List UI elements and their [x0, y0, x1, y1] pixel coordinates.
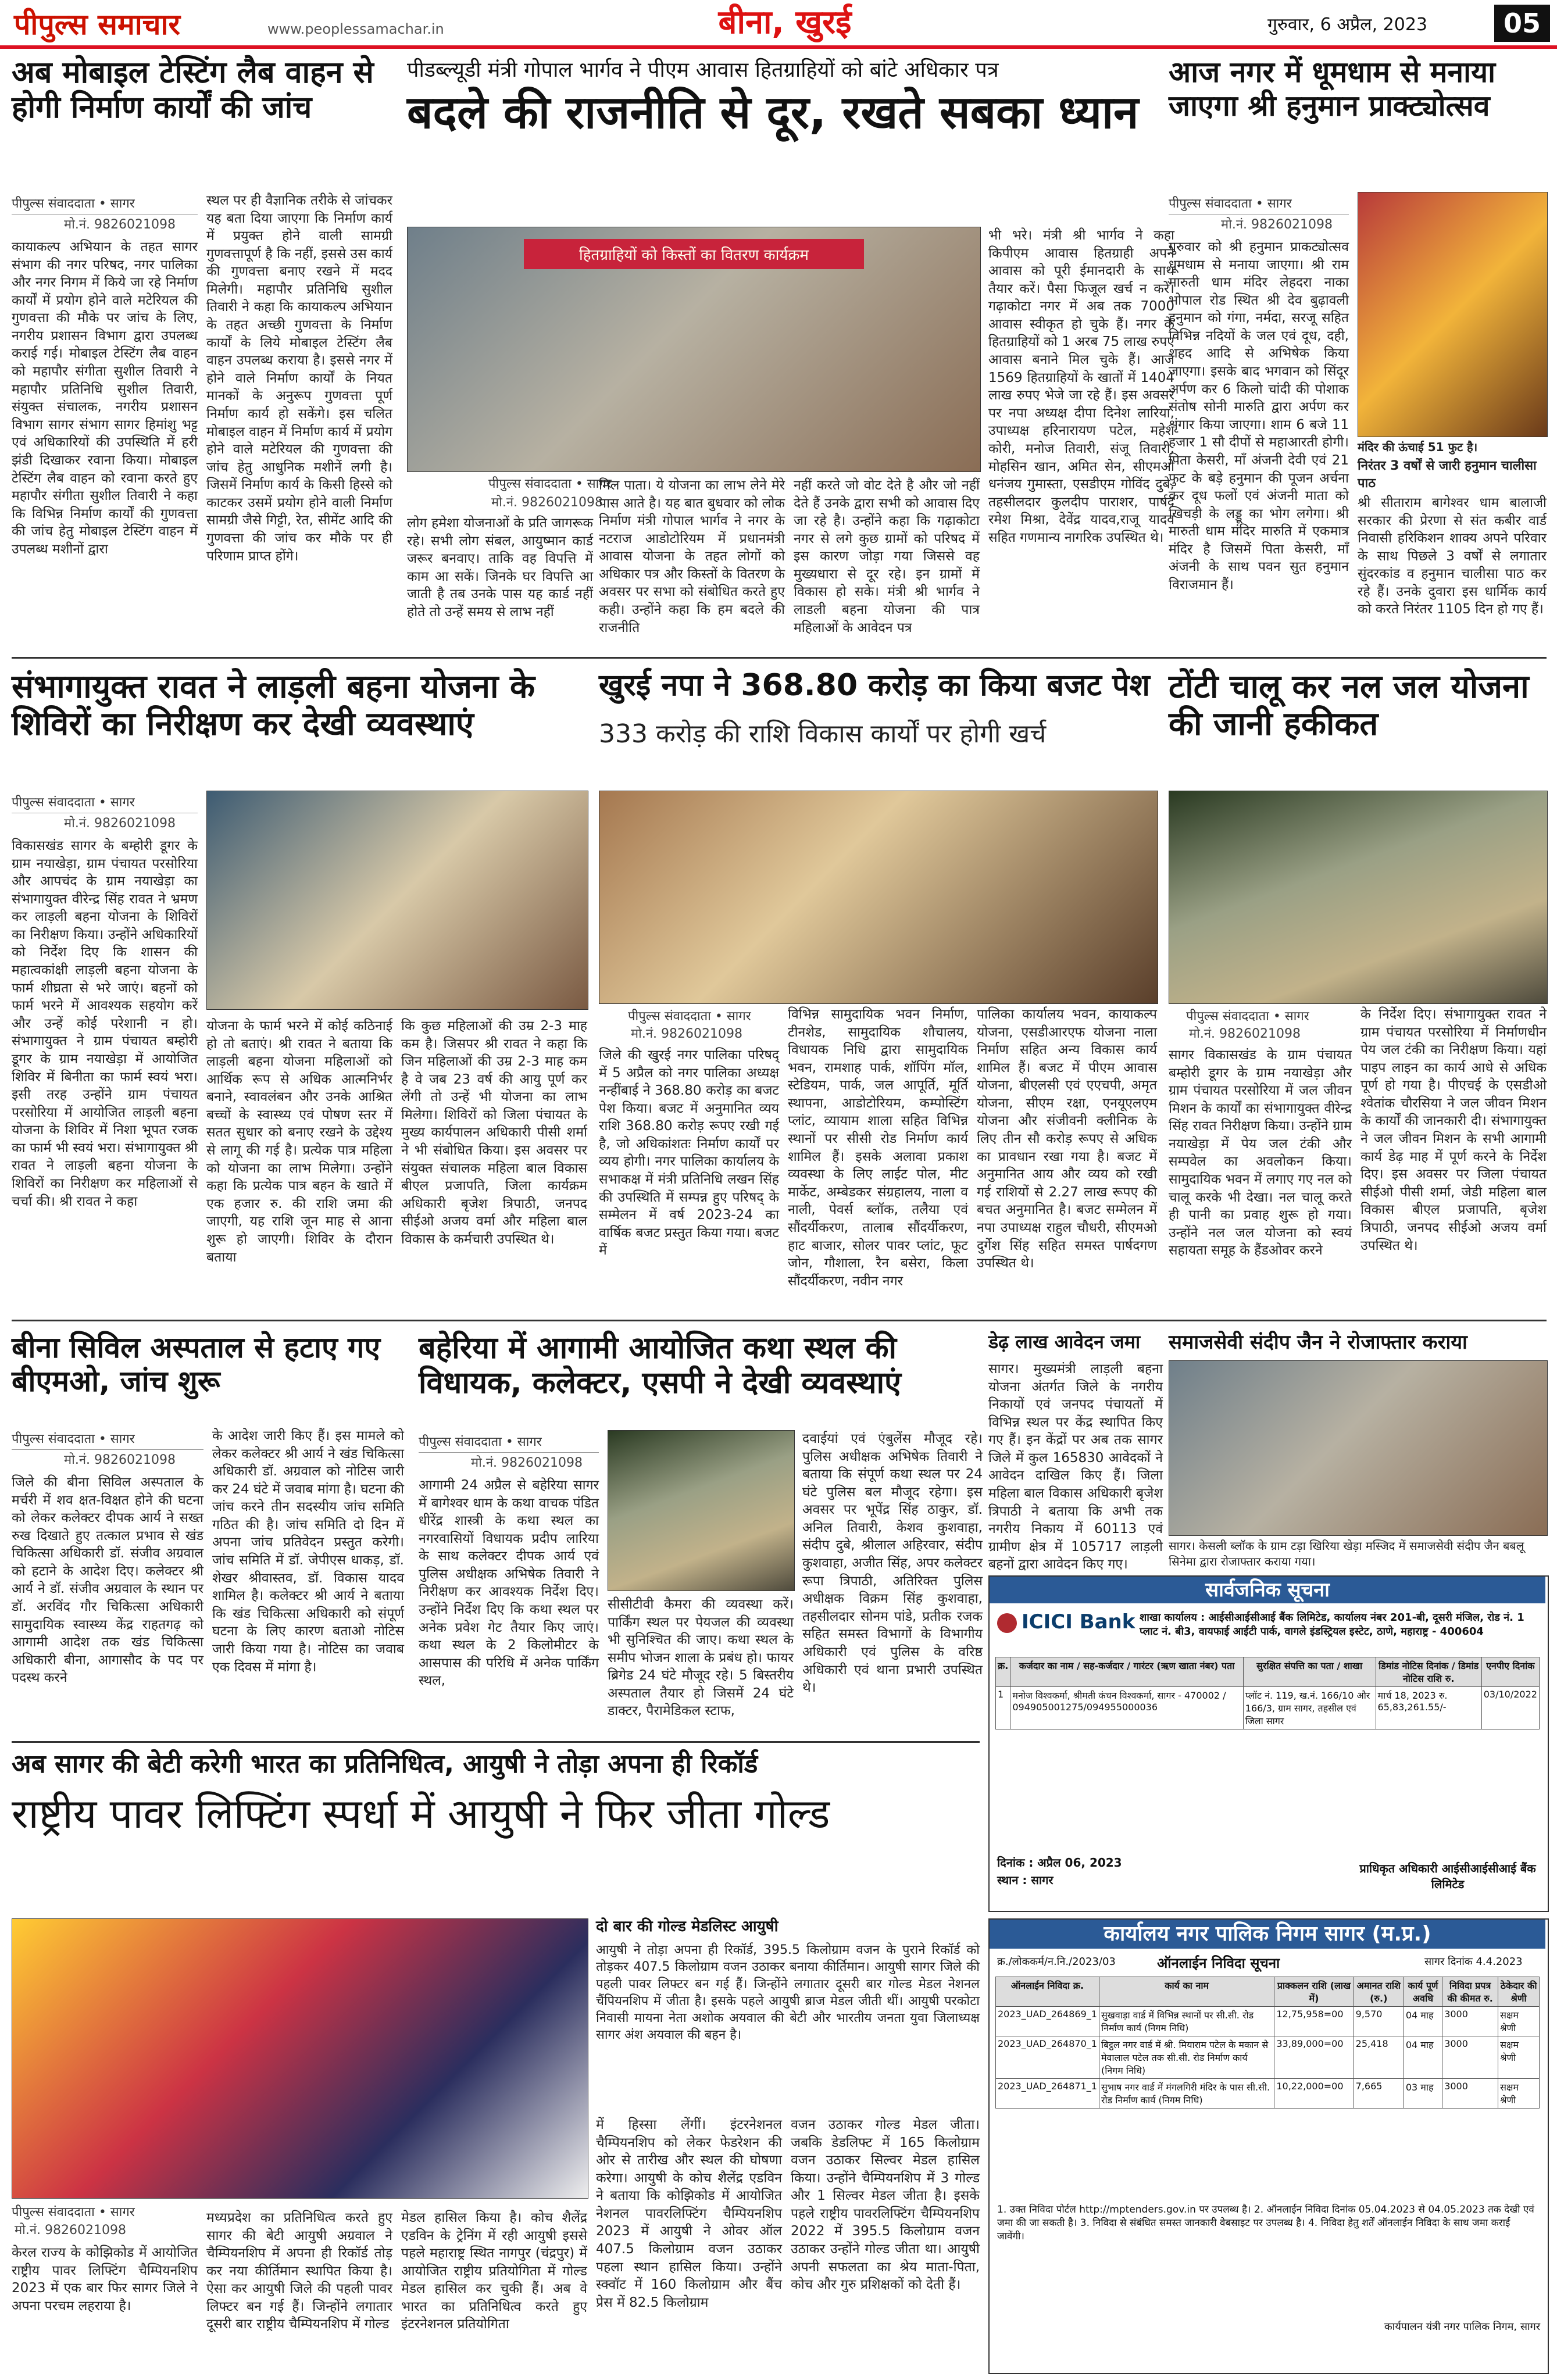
- story-applications-body: सागर। मुख्यमंत्री लाड़ली बहना योजना अंतर्गत जिले के नगरीय निकायों एवं जनपद पंचायतों में विभिन्न स्थल पर केंद्र स्थापित किए गए हैं। इन केंद्रों पर अब तक सागर जिले में कुल 165830 आवेदकों ने आवेदन दाखिल किए हैं। जिला महिला बाल विकास अधिकारी बृजेश त्रिपाठी ने बताया कि अभी तक नगरीय निकाय में 60113 एवं ग्रामीण क्षेत्र में 105717 लाड़ली बहनों द्वारा आवेदन किए गए।: [988, 1361, 1163, 1573]
- table-cell: सुभाष नगर वार्ड में मंगलगिरी मंदिर के पास सी.सी. रोड निर्माण कार्य (निगम निधि): [1099, 2079, 1274, 2109]
- byline: पीपुल्स संवाददाता • सागर: [1169, 192, 1349, 215]
- table-cell: 04 माह: [1404, 2036, 1442, 2079]
- website-url[interactable]: www.peoplessamachar.in: [267, 21, 444, 37]
- story-katha-col2: सीसीटीवी कैमरा की व्यवस्था करें। पार्किंग स्थल पर पेयजल की व्यवस्था भी सुनिश्चित की जाए। कथा स्थल के समीप भोजन शाला के प्रबंध हो। फायर ब्रिगेड 24 घंटे मौजूद रहे। 5 बिस्तरीय अस्पताल तैयार हो जिसमें 24 घंटे डाक्टर, पैरामेडिकल स्टाफ,: [608, 1597, 794, 1719]
- story-awas-col1: लोग हमेशा योजनाओं के प्रति जागरूक रहे। सभी लोग संबल, आयुष्मान कार्ड जरूर बनवाए। ताकि वह विपत्ति में काम आ सकें। जिनके घर विपत्ति आ जाती है तब उनके पास यह कार्ड नहीं होते तो उन्हें समय से लाभ नहीं: [407, 516, 593, 620]
- table-cell: 2023_UAD_264869_1: [996, 2007, 1099, 2036]
- story-budget-headline: खुरई नपा ने 368.80 करोड़ का किया बजट पेश: [599, 668, 1150, 703]
- ayushi-side-head: दो बार की गोल्ड मेडलिस्ट आयुषी: [596, 1918, 779, 1935]
- table-header-cell: ऑनलाईन निविदा क्र.: [996, 1977, 1099, 2007]
- bank-office-address: शाखा कार्यालय : आईसीआईसीआई बैंक लिमिटेड, कार्यालय नंबर 201-बी, दूसरी मंजिल, रोड नं. 1 प्लाट नं. बी3, वायफाई आईटी पार्क, वागले इंडस्ट्रियल इस्टेट, ठाणे, महाराष्ट्र - 400604: [1140, 1611, 1524, 1638]
- table-header-cell: कार्य का नाम: [1099, 1977, 1274, 2007]
- byline-mobile: मो.नं. 9826021098: [471, 1456, 583, 1470]
- story-budget-col1: जिले की खुरई नगर पालिका परिषद् में 5 अप्रैल को नगर पालिका अध्यक्ष नन्हींबाई ने 368.80 करोड़ का बजट पेश किया। बजट में अनुमानित व्यय राशि 368.80 करोड़ रूपए रखी गई है, जो अधिकांशतः निर्माण कार्यों पर व्यय होगी। नगर पालिका कार्यालय के सभाकक्ष में मंत्री प्रतिनिधि लखन सिंह की उपस्थिति में सम्पन्न हुए परिषद् के सम्मेलन में वर्ष 2023-24 का वार्षिक बजट प्रस्तुत किया गया। बजट में: [599, 1048, 779, 1259]
- byline: पीपुल्स संवाददाता • सागर: [12, 1427, 203, 1450]
- story-awas-col4: भी भरे। मंत्री श्री भार्गव ने कहा किपीएम आवास हितग्राही अपने आवास को पूरी ईमानदारी के साथ तैयार करें। पैसा फिजूल खर्च न करें। गढ़ाकोटा नगर में अब तक 7000 आवास स्वीकृत हो चुके हैं। नगर के हितग्राहियों को 1 अरब 75 लाख रुपए आवास बनाने मिल चुके हैं। आज 1569 हितग्राहियों के खातों में 1404 लाख रुपए भेजे जा रहे हैं। इस अवसर पर नपा अध्यक्ष दीपा दिनेश लारिया, उपाध्यक्ष हरिनारायण पटेल, महेश कोरी, मनोज तिवारी, संजू तिवारी, मोहसिन खान, अमित सेन, सीएमओ धनंजय गुमास्ता, एसडीएम गोविंद दुबे, तहसीलदार कुलदीप पाराशर, पार्षद रमेश मिश्रा, देवेंद्र यादव,राजू यादव सहित गणमान्य नागरिक उपस्थित थे।: [988, 228, 1174, 545]
- bank-name: ICICI Bank: [1022, 1610, 1135, 1634]
- table-row: [996, 1687, 1540, 1729]
- story-hanuman-headline: आज नगर में धूमधाम से मनाया जाएगा श्री हनुमान प्राक्ट्योत्सव: [1169, 55, 1496, 123]
- story-budget-col3: पालिका कार्यालय भवन, कायाकल्प योजना, एसडीआरएफ योजना नाला निर्माण सहित अन्य विकास कार्य शामिल हैं। बजट में पीएम आवास योजना, बीएलसी एवं एएचपी, अमृत योजना, सीएम रक्षा, एनयूएलएम योजना और संजीवनी क्लीनिक के लिए तीन सौ करोड़ रूपए से अधिक का प्रावधान रखा गया है। बजट में अनुमानित आय और व्यय को रखी गई राशियों से 2.27 लाख रूपए की बचत अनुमानित है। बजट सम्मेलन में नपा उपाध्यक्ष राहुल चौधरी, सीएमओ दुर्गेश सिंह सहित समस्त पार्षदगण उपस्थित थे।: [977, 1007, 1157, 1271]
- story-tap-col2: के निर्देश दिए। संभागायुक्त रावत ने ग्राम पंचायत परसोरिया में निर्माणधीन पेय जल टंकी का निरीक्षण किया। यहां पाइप लाइन का कार्य आधे से अधिक पूर्ण हो गया है। पीएचई के एसडीओ श्वेतांक चौरसिया ने जल जीवन मिशन के कार्यों की जानकारी दी। संभागायुक्त ने जल जीवन मिशन के सभी आगामी कार्य डेढ़ माह में पूर्ण करने के निर्देश दिए। इस अवसर पर जिला पंचायत सीईओ पीसी शर्मा, जेडी महिला बाल विकास बीएल प्रजापति, बृजेश त्रिपाठी, जनपद सीईओ अजय वर्मा उपस्थित थे।: [1360, 1007, 1547, 1253]
- story-budget-col2: विभिन्न सामुदायिक भवन निर्माण, टीनशेड, सामुदायिक शौचालय, विधायक निधि द्वारा सामुदायिक भवन, रामशाह पार्क, शॉपिंग मॉल, स्टेडियम, पार्क, जल आपूर्ति, मूर्ति स्थापना, आडोटोरियम, कम्पोस्टिंग प्लांट, व्यायाम शाला सहित विभिन्न स्थानों पर सीसी रोड निर्माण कार्य शामिल हैं। इसके अलावा प्रकाश व्यवस्था के लिए लाईट पोल, मीट मार्केट, अम्बेडकर संग्रहालय, नाला व नाली, पेवर्स ब्लॉक, तलैया एवं सौंदर्यीकरण, तालाब सौंदर्यीकरण, हाट बाजार, सोलर पावर प्लांट, फूट जोन, गौशाला, रैन बसेरा, किला सौंदर्यीकरण, नवीन नगर: [788, 1007, 968, 1289]
- table-row: [996, 2007, 1540, 2036]
- story-tap-headline: टोंटी चालू कर नल जल योजना की जानी हकीकत: [1169, 668, 1529, 744]
- table-cell: 7,665: [1354, 2079, 1404, 2109]
- table-cell: सक्षम श्रेणी: [1498, 2036, 1540, 2079]
- story-bmo-headline: बीना सिविल अस्पताल से हटाए गए बीएमओ, जांच शुरू: [12, 1331, 380, 1398]
- table-cell: 3000: [1442, 2079, 1498, 2109]
- roza-iftar-photo: [1169, 1360, 1548, 1536]
- table-cell: 2023_UAD_264871_1: [996, 2079, 1099, 2109]
- table-header-cell: सुरक्षित संपत्ति का पता / शाखा: [1243, 1657, 1376, 1687]
- byline: पीपुल्स संवाददाता • सागर: [488, 477, 612, 491]
- story-budget-subhead: 333 करोड़ की राशि विकास कार्यों पर होगी खर्च: [599, 719, 1047, 749]
- table-header-cell: अमानत राशि (रु.): [1354, 1977, 1404, 2007]
- bank-logo-icon: [997, 1613, 1017, 1633]
- story-bmo-col1: जिले की बीना सिविल अस्पताल के मर्चरी में शव क्षत-विक्षत होने की घटना को लेकर कलेक्टर दीपक आर्य ने सख्त रुख दिखाते हुए तत्काल प्रभाव से खंड चिकित्सा अधिकारी डॉ. संजीव अग्रवाल को हटाने के आदेश दिए। कलेक्टर श्री आर्य ने डॉ. संजीव अग्रवाल के स्थान पर डॉ. अरविंद गौर चिकित्सा अधिकारी सामुदायिक स्वास्थ्य केंद्र राहतगढ़ को आगामी आदेश तक खंड चिकित्सा अधिकारी बीना, आगासौद के पद पर पदस्थ करने: [12, 1475, 203, 1686]
- awas-banner-text: हितग्राहियों को किस्तों का वितरण कार्यक्रम: [524, 239, 864, 269]
- table-header-cell: क्र.: [996, 1657, 1010, 1687]
- table-cell: 2023_UAD_264870_1: [996, 2036, 1099, 2079]
- table-header-cell: निविदा प्रपत्र की कीमत रु.: [1442, 1977, 1498, 2007]
- story-roza-headline: समाजसेवी संदीप जैन ने रोजाफ्तार कराया: [1169, 1331, 1467, 1354]
- hanuman-subhead: निरंतर 3 वर्षों से जारी हनुमान चालीसा पाठ: [1358, 459, 1537, 491]
- byline-mobile: मो.नं. 9826021098: [1221, 217, 1333, 232]
- story-tap-col1: सागर विकासखंड के ग्राम पंचायत बम्होरी डूगर के ग्राम नयाखेड़ा और ग्राम पंचायत परसोरिया में जल जीवन मिशन के कार्यों का संभागायुक्त वीरेन्द्र सिंह रावत निरीक्षण किया। उन्होंने ग्राम नयाखेड़ा में पेय जल टंकी और सम्पवेल का अवलोकन किया। सामुदायिक भवन में लगाए गए नल को चालू करके भी देखा। नल चालू करते ही पानी का प्रवाह शुरू हो गया। उन्होंने नल जल योजना को स्वयं सहायता समूह के हैंडओवर करने: [1169, 1048, 1352, 1259]
- tender-office-title: कार्यालय नगर पालिक निगम सागर (म.प्र.): [990, 1920, 1545, 1949]
- tender-ref-date: सागर दिनांक 4.4.2023: [1424, 1956, 1523, 1968]
- byline: पीपुल्स संवाददाता • सागर: [12, 192, 198, 215]
- table-cell: 3000: [1442, 2036, 1498, 2079]
- story-awas-kicker: पीडब्ल्यूडी मंत्री गोपाल भार्गव ने पीएम आवास हितग्राहियों को बांटे अधिकार पत्र: [407, 58, 999, 82]
- notice-table: [995, 1657, 1540, 1729]
- table-cell: 12,75,958=00: [1274, 2007, 1354, 2036]
- ayushi-medal-photo: [12, 1918, 588, 2199]
- table-header-row: [996, 1657, 1540, 1687]
- byline-mobile: मो.नं. 9826021098: [64, 816, 176, 831]
- story-katha-col1: आगामी 24 अप्रैल से बहेरिया सागर में बागेश्वर धाम के कथा वाचक पंडित धीरेंद्र शास्त्री के कथा स्थल का नगरवासियों विधायक प्रदीप लारिया के साथ कलेक्टर दीपक आर्य एवं पुलिस अधीक्षक अभिषेक तिवारी ने निरीक्षण कर आवश्यक निर्देश दिए। उन्होंने निर्देश दिए कि कथा स्थल पर अनेक प्रवेश गेट तैयार किए जाएं। कथा स्थल के 2 किलोमीटर के आसपास की परिधि में अनेक पार्किंग स्थल,: [419, 1478, 599, 1689]
- table-cell: मार्च 18, 2023 रु. 65,83,261.55/-: [1376, 1687, 1481, 1729]
- table-cell: प्लॉट नं. 119, ख.नं. 166/10 और 166/3, ग्राम सागर, तहसील एवं जिला सागर: [1243, 1687, 1376, 1729]
- table-cell: 33,89,000=00: [1274, 2036, 1354, 2079]
- tender-notes: 1. उक्त निविदा पोर्टल http://mptenders.gov.in पर उपलब्ध है। 2. ऑनलाईन निविदा दिनांक 05.04.2023 से 04.05.2023 तक देखी एवं जमा की जा सकती है। 3. निविदा से संबंधित समस्त जानकारी वेबसाइट पर उपलब्ध है। 4. निविदा हेतु शर्तें ऑनलाईन निविदा के साथ जमा कराई जावेंगी।: [997, 2204, 1534, 2242]
- bank-logo: [997, 1610, 1135, 1634]
- story-ayushi-kicker: अब सागर की बेटी करेगी भारत का प्रतिनिधित्व, आयुषी ने तोड़ा अपना ही रिकॉर्ड: [12, 1749, 758, 1779]
- byline-mobile: मो.नं. 9826021098: [631, 1027, 743, 1041]
- story-ayushi-col5: वजन उठाकर गोल्ड मेडल जीता। जबकि डेडलिफ्ट में 165 किलोग्राम वजन उठाकर सिल्वर मेडल हासिल किया। उन्होंने चैम्पियनशिप में 3 गोल्ड और 1 सिल्वर मेडल जीता है। इसके पहले राष्ट्रीय पावरलिफ्टिंग चैम्पियनशिप 2022 में 395.5 किलोग्राम वजन उठाकर उन्होंने गोल्ड जीता था। आयुषी अपनी सफलता का श्रेय माता-पिता, कोच और गुरु प्रशिक्षकों को देती हैं।: [791, 2117, 980, 2293]
- story-hanuman-col1: गुरुवार को श्री हनुमान प्राकट्योत्सव धूमधाम से मनाया जाएगा। श्री राम मारुती धाम मंदिर लेहदरा नाका भोपाल रोड स्थित श्री देव बुढ़ावली हनुमान को गंगा, नर्मदा, सरजू सहित विभिन्न नदियों के जल एवं दूध, दही, शहद आदि से अभिषेक किया जाएगा। इसके बाद भगवान को सिंदूर अर्पण कर 6 किलो चांदी की पोशाक संतोष सोनी मारुति द्वारा अर्पण कर शृंगार किया जाएगा। शाम 6 बजे 11 हजार 1 सौ दीपों से महाआरती होगी। पिता केसरी, माँ अंजनी देवी एवं 21 फुट के बड़े हनुमान की पूजन अर्चना कर दूध फलों एवं अंजनी माता को खिचड़ी के लड्डू का भोग लगेगा। श्री मारुती धाम मंदिर मारुति में एकमात्र मंदिर है जिसमें पिता केसरी, माँ अंजनी के साथ पवन सुत हनुमान विराजमान हैं।: [1169, 240, 1349, 592]
- byline-mobile: मो.नं. 9826021098: [1189, 1027, 1301, 1041]
- story-bmo-col2: के आदेश जारी किए हैं। इस मामले को लेकर कलेक्टर श्री आर्य ने खंड चिकित्सा अधिकारी डॉ. अग्रवाल को नोटिस जारी कर 24 घंटे में जवाब मांगा है। घटना की जांच करने तीन सदस्यीय जांच समिति गठित की है। जांच समिति दो दिन में अपना जांच प्रतिवेदन प्रस्तुत करेगी। जांच समिति में डॉ. जेपीएस धाकड़, डॉ. शेखर श्रीवास्तव, डॉ. विकास यादव शामिल है। कलेक्टर श्री आर्य ने बताया कि खंड चिकित्सा अधिकारी को संपूर्ण घटना के लिए कारण बताओ नोटिस जारी किया गया है। नोटिस का जवाब एक दिवस में मांगा है।: [212, 1428, 404, 1675]
- table-cell: 3000: [1442, 2007, 1498, 2036]
- story-lab-col2: स्थल पर ही वैज्ञानिक तरीके से जांचकर यह बता दिया जाएगा कि निर्माण कार्य में प्रयुक्त होने वाली सामग्री गुणवत्तापूर्ण है कि नहीं, इससे उस कार्य की गुणवत्ता बनाए रखने में मदद मिलेगी। महापौर प्रतिनिधि सुशील तिवारी ने कहा कि कायाकल्प अभियान के तहत अच्छी गुणवत्ता के निर्माण कार्यों के लिये मोबाइल टेस्टिंग लैब वाहन उपलब्ध कराया है। इससे नगर में होने वाले निर्माण कार्यों के नियत मानकों के अनुरूप गुणवत्ता पूर्ण निर्माण कार्य हो सकेंगे। इस चलित मोबाइल वाहन में निर्माण कार्य में प्रयोग होने वाले मटेरियल की गुणवत्ता की जांच हेतु आधुनिक मशीनें लगी है। जिसमें निर्माण कार्य के किसी हिस्से को काटकर उसमें प्रयोग होने वाली निर्माण सामग्री जैसे गिट्टी, रेत, सीमेंट आदि की गुणवत्ता की जांच कर मौके पर ही परिणाम प्राप्त होंगे।: [206, 193, 392, 564]
- table-cell: 03/10/2022: [1481, 1687, 1539, 1729]
- tender-signatory: कार्यपालन यंत्री नगर पालिक निगम, सागर: [1384, 2321, 1541, 2333]
- story-ladli-col1: विकासखंड सागर के बम्होरी डूगर के ग्राम नयाखेड़ा, ग्राम पंचायत परसोरिया और आपचंद के ग्राम नयाखेड़ा का संभागायुक्त वीरेन्द्र सिंह रावत ने भ्रमण कर लाड़ली बहना योजना के शिविरों का निरीक्षण किया। उन्होंने अधिकारियों को निर्देश दिए कि शासन की महात्वकांक्षी लाड़ली बहना योजना के फार्म शीघ्रता से भरे जाएं। बहनों को फार्म भरने में आवश्यक सहयोग करें और उन्हें कोई परेशानी न हो। संभागायुक्त ने ग्राम पंचायत बम्होरी डूगर के ग्राम नयाखेड़ा में आयोजित शिविर में बिनीता का फार्म स्वयं भरा। इसी तरह उन्होंने ग्राम पंचायत परसोरिया में आयोजित लाड़ली बहना योजना के शिविर में निशा भूपत रजक का फार्म भी स्वयं भरा। संभागायुक्त श्री रावत ने लाड़ली बहना योजना के शिविरों का निरीक्षण कर महिलाओं से चर्चा की। श्री रावत ने कहा: [12, 838, 198, 1209]
- divider: [12, 1741, 980, 1743]
- table-header-cell: कार्य पूर्ण अवधि: [1404, 1977, 1442, 2007]
- table-cell: 04 माह: [1404, 2007, 1442, 2036]
- newspaper-logo: पीपुल्स समाचार: [14, 8, 180, 41]
- table-header-cell: ठेकेदार की श्रेणी: [1498, 1977, 1540, 2007]
- table-cell: सक्षम श्रेणी: [1498, 2007, 1540, 2036]
- story-ayushi-col1: केरल राज्य के कोझिकोड में आयोजित राष्ट्रीय पावर लिफ्टिंग चैम्पियनशिप 2023 में एक बार फिर सागर जिले ने अपना परचम लहराया है।: [12, 2245, 198, 2314]
- table-row: [996, 2079, 1540, 2109]
- story-hanuman-col2: श्री सीताराम बागेश्वर धाम बालाजी सरकार की प्रेरणा से संत कबीर वार्ड निवासी हरिकिशन शाक्य अपने परिवार के साथ पिछले 3 वर्षों से लगातार सुंदरकांड व हनुमान चालीसा पाठ कर रहे हैं। उनके दुवारा इस धार्मिक कार्य को करते निरंतर 1105 दिन हो गए हैं।: [1358, 495, 1547, 617]
- byline-mobile: मो.नं. 9826021098: [491, 495, 603, 510]
- table-cell: 25,418: [1354, 2036, 1404, 2079]
- awas-event-photo: [407, 227, 981, 472]
- issue-date: गुरुवार, 6 अप्रैल, 2023: [1267, 15, 1427, 35]
- notice-place: स्थान : सागर: [997, 1873, 1054, 1887]
- story-ladli-col3: कि कुछ महिलाओं की उम्र 2-3 माह कम है। जिसपर श्री रावत ने कहा कि जिन महिलाओं की उम्र 2-3 माह कम है वे जब 23 वर्ष की आयु पूर्ण कर लेंगी तो उन्हें भी योजना का लाभ मिलेगा। शिविरों को जिला पंचायत के मुख्य कार्यपालन अधिकारी पीसी शर्मा ने भी संबोधित किया। इस अवसर पर संयुक्त संचालक महिला बाल विकास बीएल प्रजापति, जिला कार्यक्रम अधिकारी बृजेश त्रिपाठी, जनपद सीईओ अजय वर्मा और महिला बाल विकास के कर्मचारी उपस्थित थे।: [401, 1019, 587, 1247]
- ladli-camp-photo: [206, 791, 588, 1010]
- roza-caption: सागर। केसली ब्लॉक के ग्राम टड़ा खिरिया खेड़ा मस्जिद में समाजसेवी संदीप जैन बबलू सिनेमा द्वारा रोजाफ्तार कराया गया।: [1169, 1539, 1524, 1568]
- tap-inspection-photo: [1169, 791, 1548, 1004]
- ayushi-side-text: आयुषी ने तोड़ा अपना ही रिकॉर्ड, 395.5 किलोग्राम वजन के पुराने रिकॉर्ड को तोड़कर 407.5 किलोग्राम वजन उठाकर बनाया कीर्तिमान। आयुषी सागर जिले की पहली पावर लिफ्टर बन गई हैं। जिन्होंने लगातार दूसरी बार गोल्ड मेडल नेशनल चैंपियनशिप में जीता है। इसके पहले आयुषी ब्राज मेडल जीती थीं। आयुषी परकोटा निवासी मायना नेता अशोक अयवाल की बेटी और भारतीय जनता युवा जिलाध्यक्ष सागर अंश अयवाल की बहन है।: [596, 1943, 980, 2043]
- divider: [12, 657, 1547, 659]
- table-header-cell: एनपीए दिनांक: [1481, 1657, 1539, 1687]
- byline-mobile: मो.नं. 9826021098: [64, 217, 176, 232]
- hanuman-photo-caption: मंदिर की ऊंचाई 51 फुट है।: [1358, 440, 1478, 454]
- story-katha-headline: बहेरिया में आगामी आयोजित कथा स्थल की विधायक, कलेक्टर, एसपी ने देखी व्यवस्थाएं: [419, 1331, 901, 1400]
- byline-mobile: मो.नं. 9826021098: [15, 2223, 127, 2238]
- notice-signatory: प्राधिकृत अधिकारी आईसीआईसीआई बैंक लिमिटेड: [1359, 1861, 1536, 1891]
- table-cell: बिट्ठल नगर वार्ड में श्री. मियाराम पटेल के मकान से मेवालाल पटेल तक सी.सी. रोड निर्माण कार्य (निगम निधि): [1099, 2036, 1274, 2079]
- hanuman-temple-photo: [1358, 192, 1548, 437]
- divider: [12, 1320, 1547, 1321]
- story-ayushi-col2: मध्यप्रदेश का प्रतिनिधित्व करते हुए सागर की बेटी आयुषी अग्रवाल ने चैम्पियनशिप में अपना ही रिकॉर्ड तोड़ कर नया कीर्तिमान स्थापित किया है। ऐसा कर आयुषी जिले की पहली पावर लिफ्टर बन गई हैं। जिन्होंने लगातार दूसरी बार राष्ट्रीय चैम्पियनशिप में गोल्ड: [206, 2210, 392, 2332]
- story-applications-headline: डेढ़ लाख आवेदन जमा: [988, 1331, 1141, 1353]
- byline: पीपुल्स संवाददाता • सागर: [419, 1430, 599, 1453]
- table-cell: 1: [996, 1687, 1010, 1729]
- story-ayushi-headline: राष्ट्रीय पावर लिफ्टिंग स्पर्धा में आयुषी ने फिर जीता गोल्ड: [12, 1790, 830, 1838]
- story-ayushi-col3: मेडल हासिल किया है। कोच शैलेंद्र एडविन के ट्रेनिंग में रही आयुषी इससे पहले महाराष्ट्र स्थित नागपुर (चंद्रपुर) में आयोजित राष्ट्रीय प्रतियोगिता में गोल्ड मेडल हासिल कर चुकी हैं। अब वे भारत का प्रतिनिधित्व करते हुए इंटरनेशनल प्रतियोगिता: [401, 2210, 587, 2332]
- table-cell: 10,22,000=00: [1274, 2079, 1354, 2109]
- byline: पीपुल्स संवाददाता • सागर: [628, 1009, 751, 1024]
- byline: पीपुल्स संवाददाता • सागर: [12, 2205, 135, 2220]
- section-title: बीना, खुरई: [634, 0, 936, 45]
- table-cell: मनोज विश्वकर्मा, श्रीमती कंचन विश्वकर्मा, सागर - 470002 / 094905001275/094955000036: [1010, 1687, 1243, 1729]
- table-cell: 9,570: [1354, 2007, 1404, 2036]
- byline: पीपुल्स संवाददाता • सागर: [12, 791, 198, 813]
- story-awas-col2: मिल पाता। ये योजना का लाभ लेने मेरे पास आते है। यह बात बुधवार को लोक निर्माण मंत्री गोपाल भार्गव ने नगर के नटराज आडोटोरियम में प्रधानमंत्री आवास योजना के तहत लोगों को अधिकार पत्र और किस्तों के वितरण के अवसर पर सभा को संबोधित करते हुए कही। उन्होंने कहा कि हम बदले की राजनीति: [599, 478, 785, 635]
- story-ayushi-col4: में हिस्सा लेंगीं। इंटरनेशनल चैम्पियनशिप को लेकर फेडरेशन की ओर से तारीख और स्थल की घोषणा करेगा। आयुषी के कोच शैलेंद्र एडविन ने बताया कि कोझिकोड में आयोजित नेशनल पावरलिफ्टिंग चैम्पियनशिप 2023 में आयुषी ने ओवर ऑल 407.5 किलोग्राम वजन उठाकर पहला स्थान हासिल किया। उन्होंने स्क्वॉट में 160 किलोग्राम और बैंच प्रेस में 82.5 किलोग्राम: [596, 2117, 782, 2310]
- byline: पीपुल्स संवाददाता • सागर: [1186, 1009, 1309, 1024]
- table-header-cell: प्राक्कलन राशि (लाख में): [1274, 1977, 1354, 2007]
- tender-table: [995, 1977, 1540, 2109]
- story-ladli-headline: संभागायुक्त रावत ने लाड़ली बहना योजना के शिविरों का निरीक्षण कर देखी व्यवस्थाएं: [12, 668, 535, 744]
- story-lab-col1: कायाकल्प अभियान के तहत सागर संभाग की नगर परिषद, नगर पालिका और नगर निगम में किये जा रहे निर्माण कार्यों में प्रयोग होने वाले मटेरियल की गुणवत्ता की मौके पर जांच के लिए, नगरीय प्रशासन विभाग द्वारा उपलब्ध कराई गई। मोबाइल टेस्टिंग लैब वाहन को महापौर संगीता सुशील तिवारी ने महापौर प्रतिनिधि सुशील तिवारी, संयुक्त संचालक, नगरीय प्रशासन विभाग सागर संभाग सागर हिमांशु भट्ट एवं अधिकारियों की उपस्थिति में हरी झंडी दिखाकर रवाना किया। मोबाइल टेस्टिंग लैब वाहन को रवाना करते हुए महापौर संगीता सुशील तिवारी ने कहा कि विभिन्न निर्माण कार्यों की गुणवत्ता की जांच हेतु मोबाइल टेस्टिंग वाहन में उपलब्ध मशीनों द्वारा: [12, 240, 198, 557]
- tender-subtitle: ऑनलाईन निविदा सूचना: [1157, 1955, 1280, 1971]
- page-number: 05: [1494, 5, 1550, 42]
- byline-mobile: मो.नं. 9826021098: [64, 1453, 176, 1467]
- table-header-cell: डिमांड नोटिस दिनांक / डिमांड नोटिस राशि रु.: [1376, 1657, 1481, 1687]
- story-awas-col3: नहीं करते जो वोट देते है और जो नहीं देते हैं उनके द्वारा सभी को आवास दिए जा रहे है। उन्होंने कहा कि गढ़ाकोटा नगर से लगे कुछ ग्रामों को परिषद में इस कारण जोड़ा गया जिससे वह मुख्यधारा से दूर रहे। इन ग्रामों में विकास हो सके। मंत्री श्री भार्गव ने लाडली बहना योजना की पात्र महिलाओं के आवेदन पत्र: [794, 478, 980, 635]
- notice-date: दिनांक : अप्रैल 06, 2023: [997, 1856, 1122, 1870]
- story-awas-headline: बदले की राजनीति से दूर, रखते सबका ध्यान: [407, 87, 1139, 139]
- story-katha-col3: दवाईयां एवं एंबुलेंस मौजूद रहे। पुलिस अधीक्षक अभिषेक तिवारी ने बताया कि संपूर्ण कथा स्थल पर 24 घंटे पुलिस बल मौजूद रहेगा। इस अवसर पर भूपेंद्र सिंह ठाकुर, डॉ. अनिल तिवारी, केशव कुशवाहा, संदीप दुबे, श्रीलाल अहिरवार, संदीप कुशवाहा, अजीत सिंह, अपर कलेक्टर रूपा त्रिपाठी, अतिरिक्त पुलिस अधीक्षक विक्रम सिंह कुशवाहा, तहसीलदार सोनम पांडे, प्रतीक रजक सहित समस्त विभागों के विभागीय अधिकारी एवं पुलिस के वरिष्ठ अधिकारी एवं थाना प्रभारी उपस्थित थे।: [802, 1431, 983, 1696]
- katha-site-photo: [608, 1430, 795, 1591]
- budget-presentation-photo: [599, 791, 1158, 1004]
- table-row: [996, 2036, 1540, 2079]
- table-header-row: [996, 1977, 1540, 2007]
- tender-ref: क्र./लोककर्म/न.नि./2023/03: [997, 1956, 1116, 1968]
- story-lab-headline: अब मोबाइल टेस्टिंग लैब वाहन से होगी निर्माण कार्यों की जांच: [12, 55, 374, 125]
- table-cell: 03 माह: [1404, 2079, 1442, 2109]
- table-header-cell: कर्जदार का नाम / सह-कर्जदार / गारंटर (ऋण खाता नंबर) पता: [1010, 1657, 1243, 1687]
- story-ladli-col2: योजना के फार्म भरने में कोई कठिनाई हो तो बताएं। श्री रावत ने बताया कि लाड़ली बहना योजना महिलाओं को आर्थिक रूप से अधिक आत्मनिर्भर बनाने, स्वावलंबन और उनके आश्रित बच्चों के स्वास्थ्य एवं पोषण स्तर में सतत सुधार को बनाए रखने के उद्देश्य से लागू की गई है। प्रत्येक पात्र महिला को योजना का लाभ मिलेगा। उन्होंने कहा कि प्रत्येक पात्र बहन के खाते में एक हजार रु. की राशि जमा की जाएगी, यह राशि जून माह से आना शुरू हो जाएगी। शिविर के दौरान बताया: [206, 1019, 392, 1265]
- public-notice-title: सार्वजनिक सूचना: [990, 1577, 1545, 1603]
- table-cell: सुखवाड़ा वार्ड में विभिन्न स्थानों पर सी.सी. रोड निर्माण कार्य (निगम निधि): [1099, 2007, 1274, 2036]
- table-cell: सक्षम श्रेणी: [1498, 2079, 1540, 2109]
